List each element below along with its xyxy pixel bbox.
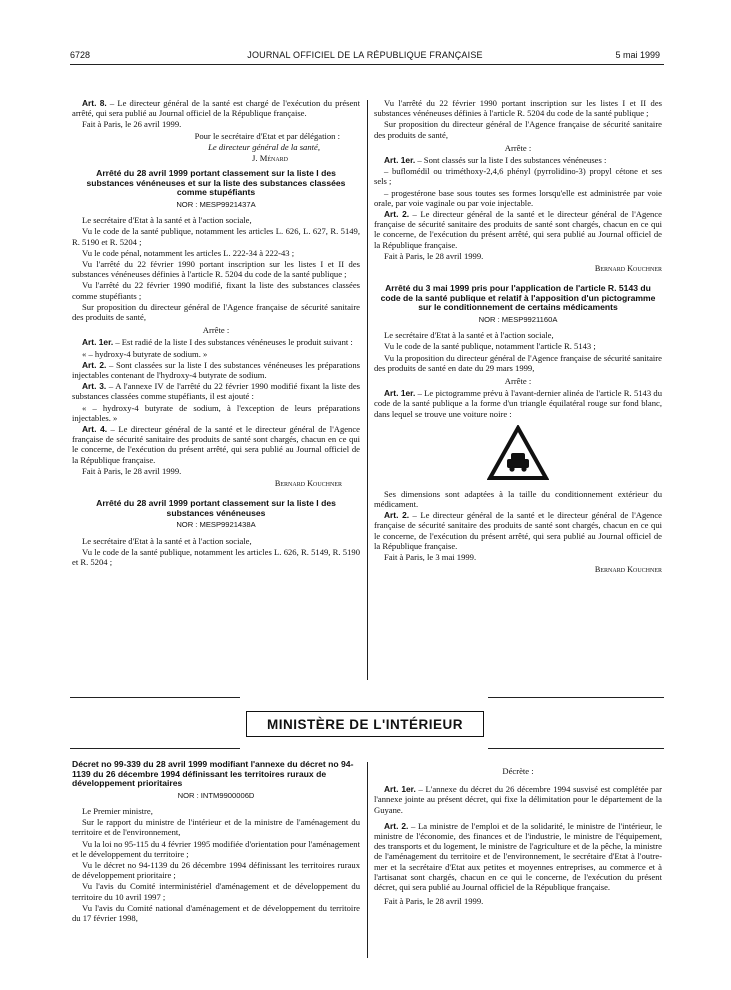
fait-line: Fait à Paris, le 26 avril 1999. (82, 119, 182, 130)
fait-line: Fait à Paris, le 3 mai 1999. (384, 552, 477, 563)
paragraph: Vu l'avis du Comité national d'aménagement et de développement du territoire du 17 février 1998, (72, 902, 360, 924)
fait-line: Fait à Paris, le 28 avril 1999. (82, 465, 182, 476)
decree-title: Arrêté du 3 mai 1999 pris pour l'application de l'article R. 5143 du code de la santé publique et relatif à l'apposition d'un pictogramme sur le conditionnement de certains médicaments (380, 283, 656, 313)
signature: Bernard Kouchner (594, 565, 662, 575)
article-label: Art. 2. (384, 209, 410, 220)
warning-triangle-car-icon (487, 425, 549, 481)
article-text: – Le directeur général de la santé et le directeur général de l'Agence française de sécurité sanitaire des produits de santé sont chargés, chacun en ce qui le concerne, de l'exécution du présent arrêté, qui sera publié au Journal officiel de la République française. (72, 424, 360, 465)
decree-title: Arrêté du 28 avril 1999 portant classement sur la liste I des substances vénéneuses (96, 498, 336, 518)
article-text: – La ministre de l'emploi et de la solidarité, le ministre de l'intérieur, le ministre de l'économie, des finances et de l'industrie, le ministre de l'équipement, des transports et du logement, le ministre de l'agriculture et de la pêche, la ministre de l'aménagement du territoire et de l'environnement, le secrétaire d'Etat à l'outre-mer et la secrétaire d'Etat aux petites et moyennes entreprises, au commerce et à l'artisanat sont chargés, chacun en ce qui le concerne, de l'exécution du présent décret, qui sera publié au Journal officiel de la République française. (374, 820, 662, 893)
arrete-heading: Arrête : (504, 376, 532, 387)
paragraph: Vu le code de la santé publique, notamment les articles L. 626, L. 627, R. 5149, R. 5190 et R. 5204 ; (72, 226, 360, 247)
article-item: « – hydroxy-4 butyrate de sodium, à l'exception de leurs préparations injectables. » (72, 402, 360, 423)
article-label: Art. 2. (82, 359, 107, 370)
article-text: – Sont classés sur la liste I des substances vénéneuses : (415, 155, 607, 166)
page-number: 6728 (70, 50, 91, 60)
paragraph: Sur proposition du directeur général de l'Agence française de sécurité sanitaire des produits de santé, (72, 301, 360, 323)
page-header (70, 50, 660, 64)
paragraph: Le secrétaire d'Etat à la santé et à l'action sociale, (82, 215, 252, 226)
article-label: Art. 8. (82, 98, 107, 108)
article-text: – A l'annexe IV de l'arrêté du 22 février 1990 modifié fixant la liste des substances classées comme stupéfiants, il est ajouté : (72, 381, 360, 402)
paragraph: Vu le décret no 94-1139 du 26 décembre 1994 définissant les territoires ruraux de développement prioritaire ; (72, 860, 360, 881)
header-rule (70, 64, 664, 65)
delegation-title: Le directeur général de la santé, (208, 141, 320, 152)
rule (488, 697, 664, 698)
article-item: – buflomédil ou triméthoxy-2,4,6 phényl (pyrrolidino-3) propyl cétone et ses sels ; (374, 166, 662, 187)
article-label: Art. 2. (384, 820, 409, 831)
article-text: – L'annexe du décret du 26 décembre 1994 susvisé est complétée par l'annexe jointe au présent décret, qui fixe la délimitation pour le département de la Guyane. (374, 784, 662, 815)
article-label: Art. 1er. (384, 388, 416, 399)
article-text: – Le directeur général de la santé et le directeur général de l'Agence française de sécurité sanitaire des produits de santé sont chargés, chacun en ce qui le concerne, de l'exécution du présent arrêté, qui sera publié au Journal officiel de la République française. (374, 209, 662, 250)
left-column (72, 98, 360, 568)
paragraph: Le secrétaire d'Etat à la santé et à l'action sociale, (384, 330, 554, 341)
paragraph: Ses dimensions sont adaptées à la taille du conditionnement extérieur du médicament. (374, 488, 662, 510)
column-divider (367, 762, 368, 958)
article-item: – progestérone base sous toutes ses formes lorsqu'elle est administrée par voie orale, par voie vaginale ou par voie injectable. (374, 187, 662, 208)
article-item: « – hydroxy-4 butyrate de sodium. » (82, 348, 208, 359)
nor-reference: NOR : MESP9921437A (176, 200, 256, 209)
arrete-heading: Arrête : (202, 325, 230, 336)
decree-title: Arrêté du 28 avril 1999 portant classement sur la liste I des substances vénéneuses et sur la liste des substances classées comme stupéfiants (86, 168, 346, 198)
pictogram (374, 425, 662, 481)
article-label: Art. 3. (82, 381, 107, 392)
column-divider (367, 100, 368, 680)
article-label: Art. 1er. (384, 784, 416, 795)
article-label: Art. 1er. (82, 337, 114, 348)
paragraph: Le Premier ministre, (82, 805, 153, 816)
rule (488, 748, 664, 749)
article-text: – Le directeur général de la santé et le directeur général de l'Agence française de sécurité sanitaire des produits de santé sont chargés, chacun en ce qui le concerne, de l'exécution du présent arrêté, qui sera publié au Journal officiel de la République française. (374, 510, 662, 551)
nor-reference: NOR : MESP9921438A (176, 520, 256, 530)
paragraph: Sur le rapport du ministre de l'intérieur et de la ministre de l'aménagement du territoire et de l'environnement, (72, 817, 360, 838)
paragraph: Vu l'arrêté du 22 février 1990 portant inscription sur les listes I et II des substances vénéneuses définies à l'article R. 5204 du code de la santé publique ; (72, 259, 360, 280)
paragraph: Vu la proposition du directeur général de l'Agence française de sécurité sanitaire des produits de santé en date du 29 mars 1999, (374, 352, 662, 373)
fait-line: Fait à Paris, le 28 avril 1999. (384, 896, 484, 907)
paragraph: Vu le code de la santé publique, notamment l'article R. 5143 ; (384, 341, 596, 352)
nor-reference: NOR : INTM9900006D (177, 790, 255, 800)
paragraph: Vu l'arrêté du 22 février 1990 portant inscription sur les listes I et II des substances vénéneuses définies à l'article R. 5204 du code de la santé publique ; (374, 98, 662, 119)
arrete-heading: Arrête : (504, 142, 532, 153)
paragraph: Vu l'arrêté du 22 février 1990 modifié, fixant la liste des substances classées comme stupéfiants ; (72, 280, 360, 301)
paragraph: Le secrétaire d'Etat à la santé et à l'action sociale, (82, 535, 252, 546)
journal-title: JOURNAL OFFICIEL DE LA RÉPUBLIQUE FRANÇAISE (247, 50, 483, 60)
paragraph: Vu l'avis du Comité interministériel d'aménagement et de développement du territoire du 10 avril 1997 ; (72, 881, 360, 902)
decree-right-column (374, 764, 662, 907)
nor-reference: NOR : MESP9921160A (478, 315, 558, 325)
decrete-heading: Décrète : (502, 766, 534, 776)
delegation-line: Pour le secrétaire d'Etat et par délégation : (194, 130, 340, 141)
issue-date: 5 mai 1999 (615, 50, 660, 60)
article-label: Art. 4. (82, 424, 108, 435)
paragraph: Sur proposition du directeur général de l'Agence française de sécurité sanitaire des produits de santé, (374, 119, 662, 140)
decree-title: Décret no 99-339 du 28 avril 1999 modifiant l'annexe du décret no 94-1139 du 26 décembre 1994 définissant les territoires ruraux de développement prioritaires (72, 759, 354, 789)
article-text: – Est radié de la liste I des substances vénéneuses le produit suivant : (113, 337, 353, 348)
decree-left-column (72, 758, 360, 924)
article-text: – Le directeur général de la santé est chargé de l'exécution du présent arrêté, qui sera publié au Journal officiel de la République française. (72, 98, 360, 119)
fait-line: Fait à Paris, le 28 avril 1999. (384, 250, 484, 261)
rule (70, 697, 240, 698)
article-text: – Le pictogramme prévu à l'avant-dernier alinéa de l'article R. 5143 du code de la santé publique a la forme d'un triangle équilatéral rouge sur fond blanc, dans lequel se trouve une voiture noire : (374, 388, 662, 419)
article-label: Art. 2. (384, 510, 410, 521)
paragraph: Vu le code pénal, notamment les articles L. 222-34 à 222-43 ; (82, 247, 295, 258)
paragraph: Vu le code de la santé publique, notamment les articles L. 626, R. 5149, R. 5190 et R. 5204 ; (72, 546, 360, 568)
right-column (374, 98, 662, 581)
article-text: – Sont classées sur la liste I des substances vénéneuses les préparations injectables contenant de l'hydroxy-4 butyrate de sodium. (72, 359, 360, 381)
article-label: Art. 1er. (384, 155, 416, 166)
signature: Bernard Kouchner (274, 479, 342, 489)
signature: J. Ménard (252, 153, 288, 164)
ministry-banner: MINISTÈRE DE L'INTÉRIEUR (246, 711, 484, 737)
rule (70, 748, 240, 749)
signature: Bernard Kouchner (594, 264, 662, 274)
paragraph: Vu la loi no 95-115 du 4 février 1995 modifiée d'orientation pour l'aménagement et le développement du territoire ; (72, 838, 360, 859)
